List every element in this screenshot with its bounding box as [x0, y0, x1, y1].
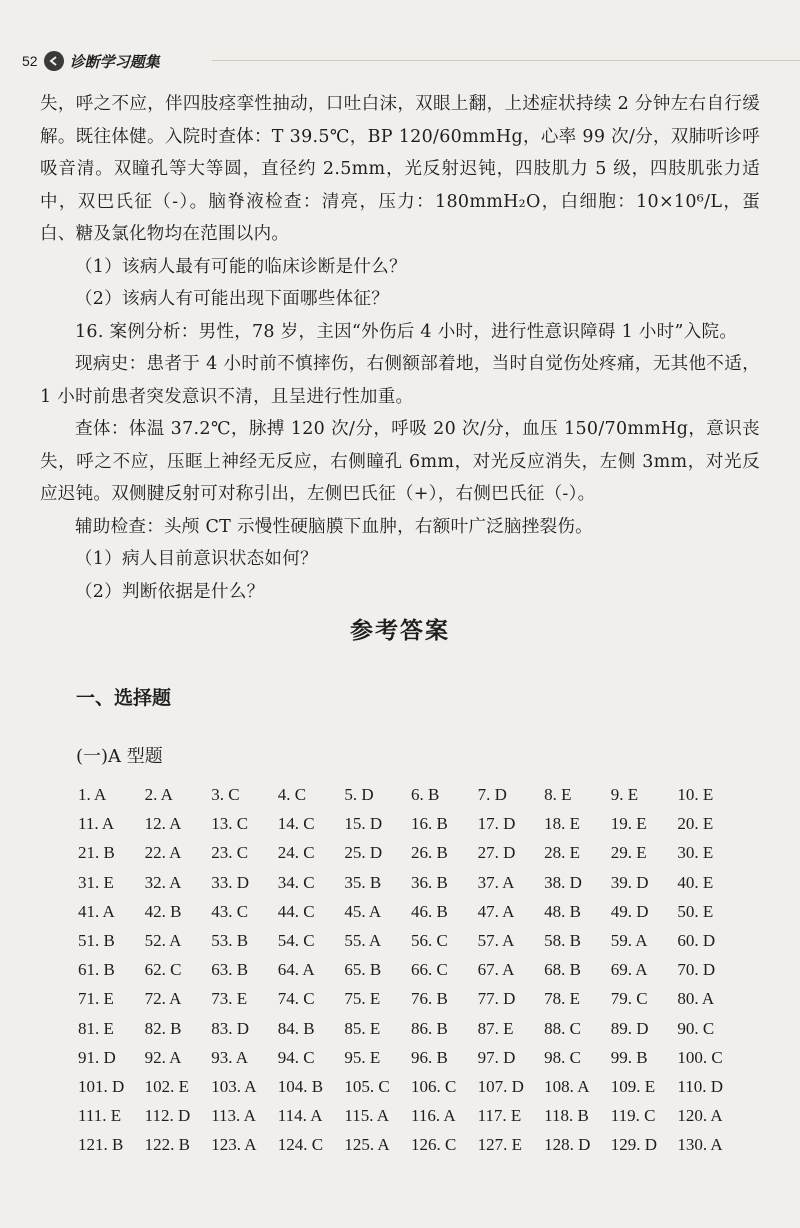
answer-item: 115. A	[344, 1106, 390, 1126]
page-header	[22, 48, 160, 74]
answer-item: 83. D	[211, 1018, 249, 1038]
answer-item: 119. C	[610, 1106, 656, 1126]
answer-item: 7. D	[477, 785, 507, 804]
answer-item: 97. D	[477, 1047, 516, 1067]
answer-item: 95. E	[344, 1047, 381, 1067]
answer-item: 37. A	[477, 872, 515, 892]
answer-item: 60. D	[677, 930, 716, 950]
paragraph: 16. 案例分析：男性，78 岁，主因“外伤后 4 小时，进行性意识障碍 1 小时”入院。	[75, 321, 738, 342]
answer-item: 25. D	[344, 843, 383, 863]
answer-item: 75. E	[344, 989, 381, 1009]
answer-item: 44. C	[277, 901, 315, 921]
answer-item: 101. D	[78, 1076, 125, 1096]
paragraph: （1）病人目前意识状态如何？	[75, 549, 318, 569]
answer-item: 42. B	[144, 901, 182, 921]
answer-item: 91. D	[78, 1047, 116, 1067]
answer-item: 53. B	[211, 930, 249, 950]
answer-item: 15. D	[344, 814, 383, 834]
answer-item: 18. E	[544, 814, 581, 834]
answer-item: 59. A	[610, 930, 648, 950]
answer-item: 93. A	[211, 1047, 249, 1067]
answer-item: 58. B	[544, 930, 581, 950]
answer-item: 49. D	[610, 901, 649, 921]
answer-item: 2. A	[144, 785, 173, 804]
case-questions-text	[40, 88, 760, 608]
answer-item: 130. A	[677, 1135, 723, 1155]
answer-item: 17. D	[477, 814, 516, 834]
answer-item: 108. A	[544, 1076, 590, 1096]
answer-item: 29. E	[610, 843, 647, 863]
answer-item: 23. C	[211, 843, 249, 863]
answer-item: 12. A	[144, 814, 182, 834]
answer-item: 47. A	[477, 901, 515, 921]
answer-item: 118. B	[544, 1106, 589, 1126]
answer-item: 125. A	[344, 1135, 390, 1155]
answer-item: 43. C	[211, 901, 249, 921]
paragraph: 辅助检查：头颅 CT 示慢性硬脑膜下血肿，右额叶广泛脑挫裂伤。	[75, 516, 593, 537]
answer-item: 26. B	[410, 843, 448, 863]
answer-item: 120. A	[677, 1106, 723, 1126]
answer-item: 114. A	[277, 1106, 323, 1126]
answer-item: 40. E	[677, 872, 714, 892]
answer-item: 67. A	[477, 960, 515, 980]
answer-item: 4. C	[277, 785, 307, 804]
answer-item: 81. E	[78, 1018, 114, 1038]
answer-item: 100. C	[677, 1047, 723, 1067]
answer-item: 77. D	[477, 989, 516, 1009]
answer-item: 9. E	[610, 785, 639, 804]
answer-item: 38. D	[544, 872, 582, 892]
answer-item: 34. C	[277, 872, 315, 892]
answer-item: 69. A	[610, 960, 648, 980]
answer-item: 111. E	[78, 1106, 122, 1126]
answer-item: 110. D	[677, 1076, 723, 1096]
answer-item: 33. D	[211, 872, 249, 892]
answer-item: 8. E	[544, 785, 572, 804]
answers-title: 参考答案	[350, 618, 450, 644]
answer-item: 48. B	[544, 901, 581, 921]
answer-item: 122. B	[144, 1135, 190, 1155]
answer-item: 39. D	[610, 872, 649, 892]
answer-item: 117. E	[477, 1106, 522, 1126]
answer-item: 36. B	[410, 872, 448, 892]
answer-item: 19. E	[610, 814, 647, 834]
answer-item: 88. C	[544, 1018, 581, 1038]
answer-item: 73. E	[211, 989, 248, 1009]
answer-item: 102. E	[144, 1076, 189, 1096]
paragraph: （1）该病人最有可能的临床诊断是什么？	[75, 256, 407, 277]
answer-item: 61. B	[78, 960, 115, 980]
answer-item: 62. C	[144, 960, 182, 980]
answer-item: 92. A	[144, 1047, 182, 1067]
answer-item: 106. C	[410, 1076, 457, 1096]
answer-item: 89. D	[610, 1018, 649, 1038]
answer-item: 113. A	[211, 1106, 256, 1126]
answer-item: 32. A	[144, 872, 182, 892]
answer-item: 41. A	[78, 901, 115, 921]
answer-item: 72. A	[144, 989, 182, 1009]
answer-item: 116. A	[410, 1106, 456, 1126]
answer-item: 45. A	[344, 901, 382, 921]
answer-item: 22. A	[144, 843, 182, 863]
answer-item: 128. D	[544, 1135, 591, 1155]
answer-item: 51. B	[78, 930, 115, 950]
answer-item: 70. D	[677, 960, 716, 980]
answer-item: 105. C	[344, 1076, 390, 1096]
answer-item: 86. B	[410, 1018, 448, 1038]
answer-item: 104. B	[277, 1076, 324, 1096]
answer-item: 28. E	[544, 843, 581, 863]
answer-item: 24. C	[277, 843, 315, 863]
paragraph: （2）判断依据是什么？	[75, 581, 265, 602]
answer-item: 14. C	[277, 814, 315, 834]
answer-item: 78. E	[544, 989, 581, 1009]
answer-item: 74. C	[277, 989, 315, 1009]
answer-item: 35. B	[344, 872, 382, 892]
answer-item: 76. B	[410, 989, 448, 1009]
paragraph: （2）该病人有可能出现下面哪些体征？	[75, 289, 390, 309]
paragraph: 现病史：患者于 4 小时前不慎摔伤，右侧额部着地，当时自觉伤处疼痛，无其他不适，1 小时前患者突发意识不清，且呈进行性加重。	[40, 354, 760, 407]
answer-item: 71. E	[78, 989, 114, 1009]
answer-item: 79. C	[610, 989, 648, 1009]
answer-item: 10. E	[677, 785, 714, 804]
answer-item: 57. A	[477, 930, 515, 950]
answer-item: 127. E	[477, 1135, 522, 1155]
answer-item: 123. A	[211, 1135, 257, 1155]
paragraph: 查体：体温 37.2℃，脉搏 120 次/分，呼吸 20 次/分，血压 150/70mmHg，意识丧失，呼之不应，压眶上神经无反应，右侧瞳孔 6mm，对光反应消失，左侧 3mm，对光反应迟钝。双侧腱反射可对称引出，左侧巴氏征（+），右侧巴氏征（-）。	[40, 419, 760, 504]
answer-item: 5. D	[344, 785, 374, 804]
answer-item: 16. B	[410, 814, 448, 834]
answer-item: 56. C	[410, 930, 448, 950]
answer-item: 27. D	[477, 843, 516, 863]
answer-item: 121. B	[78, 1135, 124, 1155]
answer-item: 103. A	[211, 1076, 257, 1096]
answer-item: 65. B	[344, 960, 382, 980]
answer-item: 112. D	[144, 1106, 191, 1126]
answer-item: 30. E	[677, 843, 714, 863]
answer-grid	[78, 785, 778, 1164]
answer-item: 126. C	[410, 1135, 457, 1155]
answer-item: 90. C	[677, 1018, 715, 1038]
answer-item: 129. D	[610, 1135, 658, 1155]
answer-item: 13. C	[211, 814, 249, 834]
answer-item: 66. C	[410, 960, 448, 980]
book-title: 诊断学习题集	[69, 52, 160, 71]
answer-item: 63. B	[211, 960, 249, 980]
answer-item: 68. B	[544, 960, 581, 980]
answer-item: 84. B	[277, 1018, 315, 1038]
answer-item: 55. A	[344, 930, 382, 950]
answer-item: 3. C	[211, 785, 240, 804]
answer-item: 20. E	[677, 814, 714, 834]
answer-item: 21. B	[78, 843, 115, 863]
subsection-heading: (一)A 型题	[76, 746, 163, 767]
arrow-left-icon	[44, 51, 64, 71]
answer-item: 64. A	[277, 960, 315, 980]
header-divider	[212, 60, 800, 61]
answer-item: 96. B	[410, 1047, 448, 1067]
answer-item: 50. E	[677, 901, 714, 921]
paragraph: 失，呼之不应，伴四肢痉挛性抽动，口吐白沫，双眼上翻，上述症状持续 2 分钟左右自行缓解。既往体健。入院时查体：T 39.5℃，BP 120/60mmHg，心率 99 次/分，双肺听诊呼吸音清。双瞳孔等大等圆，直径约 2.5mm，光反射迟钝，四肢肌力 5 级，四肢肌张力适中，双巴氏征（-）。脑脊液检查：清亮，压力：180mmH₂O，白细胞：10×10⁶/L，蛋白、糖及氯化物均在范围以内。	[40, 94, 760, 244]
answer-item: 124. C	[277, 1135, 324, 1155]
answer-item: 85. E	[344, 1018, 381, 1038]
answer-item: 31. E	[78, 872, 114, 892]
answer-item: 52. A	[144, 930, 182, 950]
answer-item: 82. B	[144, 1018, 182, 1038]
answer-item: 107. D	[477, 1076, 524, 1096]
answer-item: 6. B	[410, 785, 440, 804]
answer-item: 109. E	[610, 1076, 656, 1096]
answer-item: 99. B	[610, 1047, 648, 1067]
answer-item: 80. A	[677, 989, 715, 1009]
page-number: 52	[22, 53, 38, 69]
answer-item: 94. C	[277, 1047, 315, 1067]
section-heading: 一、选择题	[76, 687, 172, 709]
answer-item: 1. A	[78, 785, 107, 804]
answer-item: 98. C	[544, 1047, 581, 1067]
answer-item: 87. E	[477, 1018, 514, 1038]
answer-item: 46. B	[410, 901, 448, 921]
answer-item: 54. C	[277, 930, 315, 950]
answer-item: 11. A	[78, 814, 115, 834]
